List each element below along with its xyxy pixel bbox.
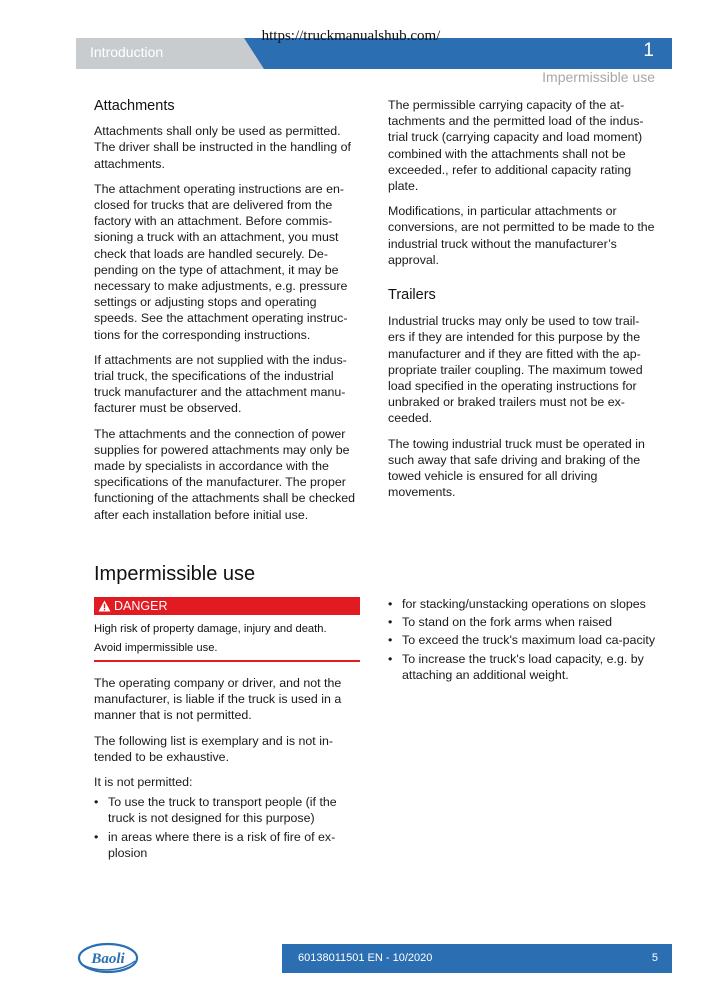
document-id: 60138011501 EN - 10/2020 [298,952,433,964]
not-permitted-list-left [94,794,362,861]
impermissible-right-column [388,596,656,685]
not-permitted-list-right [388,596,656,683]
attachments-section [94,98,362,532]
svg-text:Baoli: Baoli [91,951,125,967]
right-column-upper [388,97,656,509]
list-item: • To stand on the fork arms when raised [388,614,656,630]
impermissible-paragraph-2: The following list is exemplary and is not in-tended to be exhaustive. [94,733,333,764]
list-item: • To exceed the truck's maximum load ca-pacity [388,632,656,648]
attachments-paragraph-4: The attachments and the connection of power supplies for powered attachments may only be made by specialists in accordance with the specifications of the manufacturer. The proper functioning of the attachments shall be checked after each installation before initial use. [94,426,356,522]
watermark-url: https://truckmanualshub.com/ [261,28,441,44]
danger-avoid-text: Avoid impermissible use. [94,642,218,654]
running-title: Impermissible use [542,69,655,85]
danger-banner [94,597,360,615]
attachments-paragraph-6: Modifications, in particular attachments or conversions, are not permitted to be made to the industrial truck without the manufacturer’s approval. [388,204,655,267]
impermissible-paragraph-1: The operating company or driver, and not the manufacturer, is liable if the truck is used in a manner that is not permitted. [94,676,342,723]
attachments-paragraph-3: If attachments are not supplied with the indus-trial truck, the specifications of the industrial truck manufacturer and the attachment manu-facturer must be observed. [94,352,347,416]
danger-divider [94,660,360,662]
header-section-title: Introduction [90,44,164,60]
impermissible-paragraph-3: It is not permitted: [94,775,193,790]
trailers-heading: Trailers [388,287,436,304]
attachments-paragraph-2: The attachment operating instructions are en-closed for trucks that are delivered from the factory with an attachment. Before commis-sioning a truck with an attachment, you must check that loads are handled securely. De-pending on the type of attachment, it may be necessary to make adjustments, e.g. pressure settings or adjusting stops and operating speeds. See the attachment operating instruc-tions for the corresponding instructions. [94,181,348,342]
danger-label: DANGER [114,599,168,613]
danger-risk-text: High risk of property damage, injury and death. [94,623,327,635]
list-item: • To increase the truck's load capacity, e.g. by attaching an additional weight. [388,651,656,683]
warning-triangle-icon [98,600,111,612]
list-item: • for stacking/unstacking operations on slopes [388,596,656,612]
trailers-paragraph-2: The towing industrial truck must be operated in such away that safe driving and braking of the towed vehicle is ensured for all driving movements. [388,436,645,500]
page-number: 5 [651,952,658,964]
list-item: • To use the truck to transport people (if the truck is not designed for this purpose) [94,794,362,826]
trailers-paragraph-1: Industrial trucks may only be used to tow trail-ers if they are intended for this purpose by the manufacturer and if they are fitted with the ap-propriate trailer coupling. The maximum towed load specified in the operating instructions for unbraked or braked trailers must not be ex-ceeded. [388,314,643,426]
attachments-paragraph-5: The permissible carrying capacity of the at-tachments and the permitted load of the indus-trial truck (carrying capacity and load moment) combined with the attachments shall not be exceeded., refer to additional capacity rating plate. [388,98,644,194]
baoli-logo [77,941,139,980]
list-item: • in areas where there is a risk of fire of ex-plosion [94,829,362,861]
attachments-heading: Attachments [94,98,175,114]
chapter-number: 1 [643,40,654,61]
page-footer [282,944,672,973]
impermissible-left-column [94,675,362,863]
attachments-paragraph-1: Attachments shall only be used as permitted. The driver shall be instructed in the handling of attachments. [94,124,351,171]
impermissible-use-heading: Impermissible use [94,563,256,585]
